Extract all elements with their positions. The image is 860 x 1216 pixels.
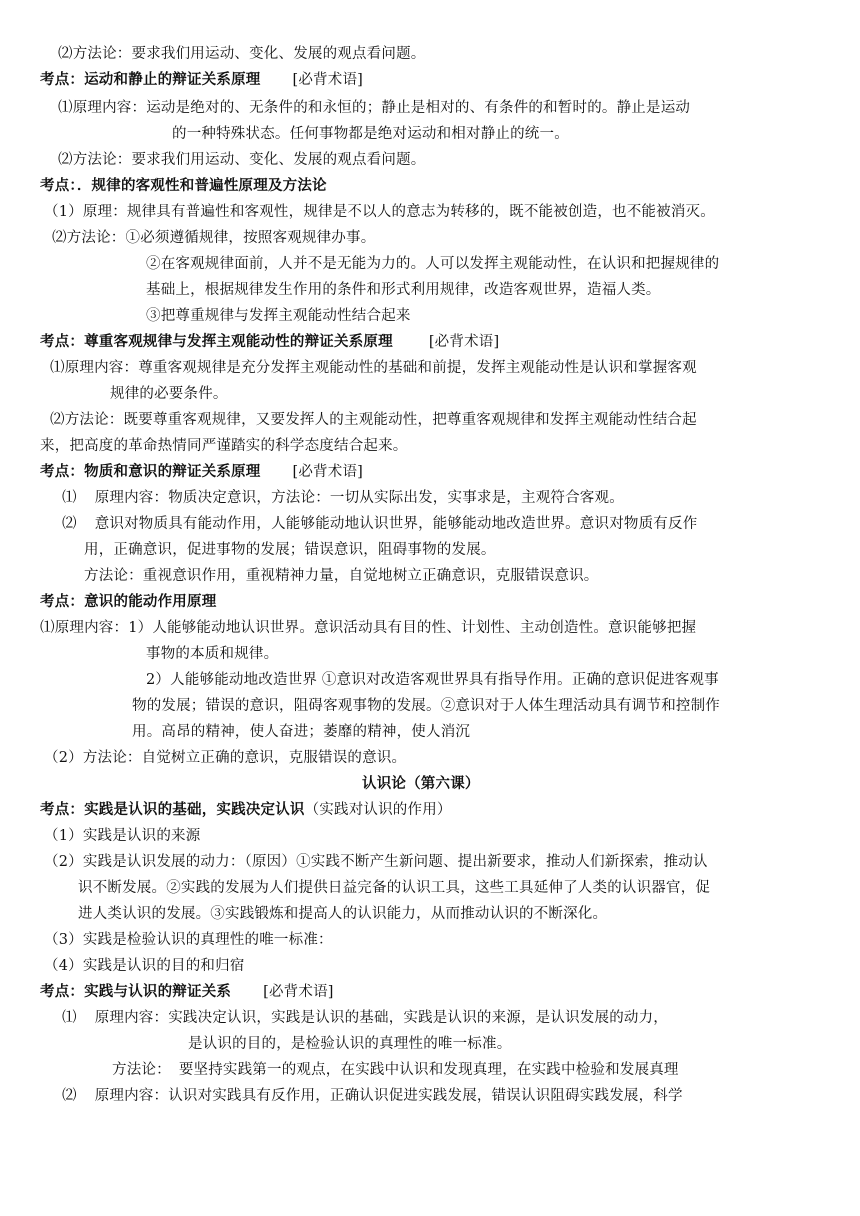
text-line: ⑴原理内容：1）人能够能动地认识世界。意识活动具有目的性、计划性、主动创造性。意识能够把握 <box>40 620 697 636</box>
section-heading: 考点：．规律的客观性和普遍性原理及方法论 <box>40 178 327 194</box>
text-line: ⑵方法论：①必须遵循规律，按照客观规律办事。 <box>52 230 376 246</box>
heading-text: 考点：尊重客观规律与发挥主观能动性的辩证关系原理 <box>40 334 393 350</box>
item-text: 原理内容：实践决定认识，实践是认识的基础，实践是认识的来源，是认识发展的动力， <box>94 1010 668 1026</box>
section-heading <box>40 70 363 90</box>
text-line: ⑵方法论：要求我们用运动、变化、发展的观点看问题。 <box>58 152 426 168</box>
text-line: 进人类认识的发展。③实践锻炼和提高人的认识能力，从而推动认识的不断深化。 <box>78 906 608 922</box>
text-line: （3）实践是检验认识的真理性的唯一标准： <box>44 932 333 948</box>
section-heading <box>40 332 499 352</box>
text-line: 识不断发展。②实践的发展为人们提供日益完备的认识工具，这些工具延伸了人类的认识器官，促 <box>78 880 711 896</box>
item-text: 意识对物质具有能动作用，人能够能动地认识世界，能够能动地改造世界。意识对物质有反作 <box>94 516 698 532</box>
heading-note: （实践对认识的作用） <box>304 802 452 818</box>
text-line: ③把尊重规律与发挥主观能动性结合起来 <box>146 308 411 324</box>
heading-text: 考点：运动和静止的辩证关系原理 <box>40 72 261 88</box>
text-line: ②在客观规律面前，人并不是无能为力的。人可以发挥主观能动性，在认识和把握规律的 <box>146 256 720 272</box>
text-line: ⑴原理内容：运动是绝对的、无条件的和永恒的；静止是相对的、有条件的和暂时的。静止是运动 <box>58 100 691 116</box>
text-line: 基础上，根据规律发生作用的条件和形式利用规律，改造客观世界，造福人类。 <box>146 282 661 298</box>
item-number: ⑵ <box>62 1088 77 1104</box>
text-line: ⑵方法论：既要尊重客观规律，又要发挥人的主观能动性，把尊重客观规律和发挥主观能动性结合起 <box>50 412 697 428</box>
text-line: （2）方法论：自觉树立正确的意识，克服错误的意识。 <box>44 750 407 766</box>
item-text: 要坚持实践第一的观点，在实践中认识和发现真理，在实践中检验和发展真理 <box>178 1062 679 1078</box>
heading-text: 考点：实践与认识的辩证关系 <box>40 984 232 1000</box>
required-tag: [必背术语] <box>292 464 364 480</box>
section-heading <box>40 982 334 1002</box>
text-line: 用，正确意识，促进事物的发展；错误意识，阻碍事物的发展。 <box>84 542 496 558</box>
text-line <box>62 1008 668 1028</box>
text-line: 的一种特殊状态。任何事物都是绝对运动和相对静止的统一。 <box>172 126 569 142</box>
text-line: 用。高昂的精神，使人奋进；萎靡的精神，使人消沉 <box>132 724 471 740</box>
text-line: 来，把高度的革命热情同严谨踏实的科学态度结合起来。 <box>40 438 408 454</box>
text-line: ⑵方法论：要求我们用运动、变化、发展的观点看问题。 <box>58 46 426 62</box>
section-heading: 考点：意识的能动作用原理 <box>40 594 217 610</box>
text-line: ⑴原理内容：尊重客观规律是充分发挥主观能动性的基础和前提，发挥主观能动性是认识和掌握客观 <box>50 360 697 376</box>
text-line <box>62 1086 683 1106</box>
required-tag: [必背术语] <box>263 984 334 1000</box>
text-line <box>62 514 697 534</box>
required-tag: [必背术语] <box>428 334 500 350</box>
section-heading <box>40 800 452 820</box>
text-line: 规律的必要条件。 <box>110 386 228 402</box>
text-line <box>112 1060 679 1080</box>
item-label: 方法论： <box>112 1062 171 1078</box>
required-tag: [必背术语] <box>292 72 364 88</box>
text-line: 物的发展；错误的意识，阻碍客观事物的发展。②意识对于人体生理活动具有调节和控制作 <box>132 698 720 714</box>
item-number: ⑴ <box>62 490 77 506</box>
heading-text: 考点：物质和意识的辩证关系原理 <box>40 464 261 480</box>
item-number: ⑴ <box>62 1010 77 1026</box>
text-line: （1）原理：规律具有普遍性和客观性，规律是不以人的意志为转移的，既不能被创造，也不能被消灭。 <box>44 204 715 220</box>
text-line: 事物的本质和规律。 <box>146 646 279 662</box>
text-line: 是认识的目的，是检验认识的真理性的唯一标准。 <box>188 1036 512 1052</box>
text-line: 方法论：重视意识作用，重视精神力量，自觉地树立正确意识，克服错误意识。 <box>84 568 599 584</box>
chapter-title: 认识论（第六课） <box>362 776 480 792</box>
item-number: ⑵ <box>62 516 77 532</box>
item-text: 原理内容：物质决定意识，方法论：一切从实际出发，实事求是，主观符合客观。 <box>94 490 624 506</box>
text-line: （1）实践是认识的来源 <box>44 828 201 844</box>
item-text: 原理内容：认识对实践具有反作用，正确认识促进实践发展，错误认识阻碍实践发展，科学 <box>94 1088 683 1104</box>
text-line: 2）人能够能动地改造世界 ①意识对改造客观世界具有指导作用。正确的意识促进客观事 <box>146 672 719 688</box>
section-heading <box>40 462 363 482</box>
text-line: （4）实践是认识的目的和归宿 <box>44 958 245 974</box>
text-line <box>62 488 624 508</box>
text-line: （2）实践是认识发展的动力：（原因）①实践不断产生新问题、提出新要求，推动人们新探索，推动认 <box>44 854 708 870</box>
heading-text: 考点：实践是认识的基础，实践决定认识 <box>40 802 305 818</box>
